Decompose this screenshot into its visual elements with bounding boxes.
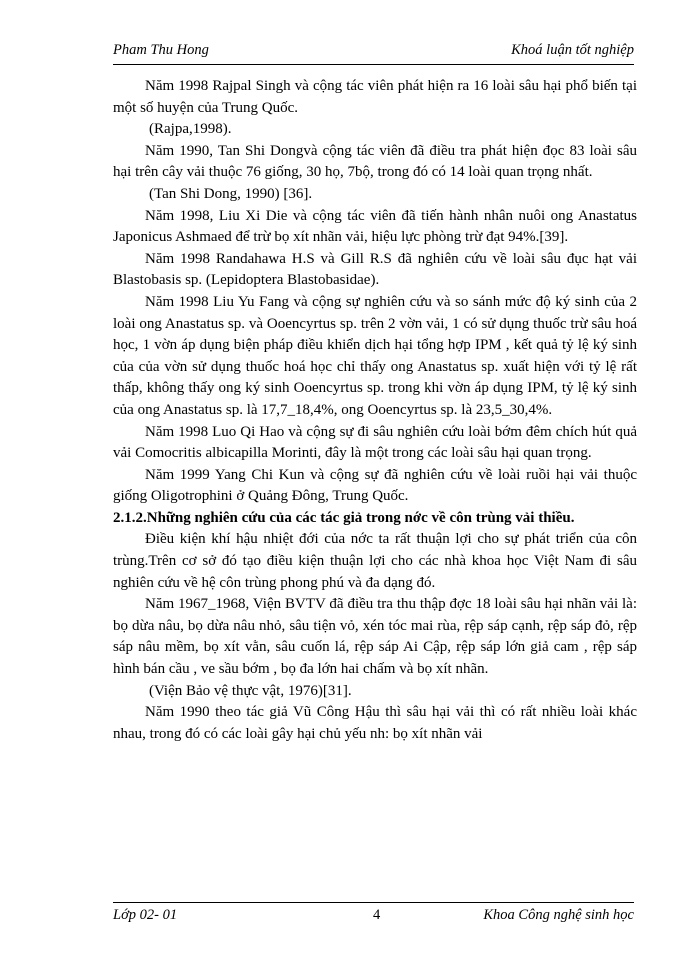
- footer-class: Lớp 02- 01: [113, 907, 178, 923]
- paragraph: Năm 1998 Rajpal Singh và cộng tác viên phát hiện ra 16 loài sâu hại phổ biến tại một số huyện của Trung Quốc.: [113, 78, 637, 116]
- citation: (Tan Shi Dong, 1990) [36].: [149, 185, 313, 202]
- header-author: Pham Thu Hong: [113, 42, 209, 58]
- citation: (Viện Bảo vệ thực vật, 1976)[31].: [149, 682, 352, 699]
- paragraph: Năm 1990, Tan Shi Dongvà cộng tác viên đã điều tra phát hiện đọc 83 loài sâu hại trên cây vải thuộc 76 giống, 30 họ, 7bộ, trong đó có 14 loài quan trọng nhất.: [113, 142, 637, 181]
- paragraph: Năm 1998 Randahawa H.S và Gill R.S đã nghiên cứu về loài sâu đục hạt vải Blastobasis sp. (Lepidoptera Blastobasidae).: [113, 250, 637, 289]
- paragraph: Năm 1999 Yang Chi Kun và cộng sự đã nghiên cứu về loài ruồi hại vải thuộc giống Oligotrophini ở Quảng Đông, Trung Quốc.: [113, 466, 637, 505]
- citation: (Rajpa,1998).: [149, 121, 232, 138]
- paragraph: Năm 1998, Liu Xi Die và cộng tác viên đã tiến hành nhân nuôi ong Anastatus Japonicus Ashmaed để trừ bọ xít nhãn vải, hiệu lực phòng trừ đạt 94%.[39].: [113, 207, 637, 246]
- page-number: 4: [373, 907, 381, 923]
- document-body: [113, 76, 637, 745]
- header-title: Khoá luận tốt nghiệp: [511, 42, 634, 58]
- paragraph: Năm 1967_1968, Viện BVTV đã điều tra thu thập đợc 18 loài sâu hại nhãn vải là: bọ dừa nâu, bọ dừa nâu nhỏ, sâu tiện vỏ, xén tóc mai rùa, rệp sáp cạnh, rệp sáp đỏ, rệp sáp nâu mềm, bọ xít vằn, sâu cuốn lá, rệp sáp Ai Cập, rệp sáp lớn giả cam , rệp sáp hình bán cầu , ve sầu bớm , bọ đa lớn hai chấm và bọ xít nhãn.: [113, 596, 637, 678]
- page-header: [113, 38, 634, 65]
- paragraph: Điều kiện khí hậu nhiệt đới của nớc ta rất thuận lợi cho sự phát triển của côn trùng.Trên cơ sở đó tạo điều kiện thuận lợi cho các nhà khoa học Việt Nam đi sâu nghiên cứu về hệ côn trùng phong phú và đa dạng đó.: [113, 531, 637, 591]
- paragraph: Năm 1998 Luo Qi Hao và cộng sự đi sâu nghiên cứu loài bớm đêm chích hút quả vải Comocritis albicapilla Morinti, đây là một trong các loài sâu hại quan trọng.: [113, 423, 637, 462]
- footer-faculty: Khoa Công nghệ sinh học: [483, 907, 634, 923]
- page-footer: [113, 902, 634, 929]
- paragraph: Năm 1998 Liu Yu Fang và cộng sự nghiên cứu và so sánh mức độ ký sinh của 2 loài ong Anastatus sp. và Ooencyrtus sp. trên 2 vờn vải, 1 có sử dụng thuốc trừ sâu hoá học, 1 vờn áp dụng biện pháp điều khiển dịch hại tổng hợp IPM , kết quả tỷ lệ ký sinh của của vờn sử dụng thuốc hoá học chỉ thấy ong Anastatus sp. xuất hiện với tỷ lệ rất thấp, không thấy ong ký sinh Ooencyrtus sp. trong khi vờn áp dụng IPM, tỷ lệ ký sinh của ong Anastatus sp. là 17,7_18,4%, ong Ooencyrtus sp. là 23,5_30,4%.: [113, 293, 637, 418]
- section-heading: 2.1.2.Những nghiên cứu của các tác giả trong nớc về côn trùng vải thiều.: [113, 509, 575, 526]
- paragraph: Năm 1990 theo tác giả Vũ Công Hậu thì sâu hại vải thì có rất nhiều loài khác nhau, trong đó có các loài gây hại chủ yếu nh: bọ xít nhãn vải: [113, 704, 637, 742]
